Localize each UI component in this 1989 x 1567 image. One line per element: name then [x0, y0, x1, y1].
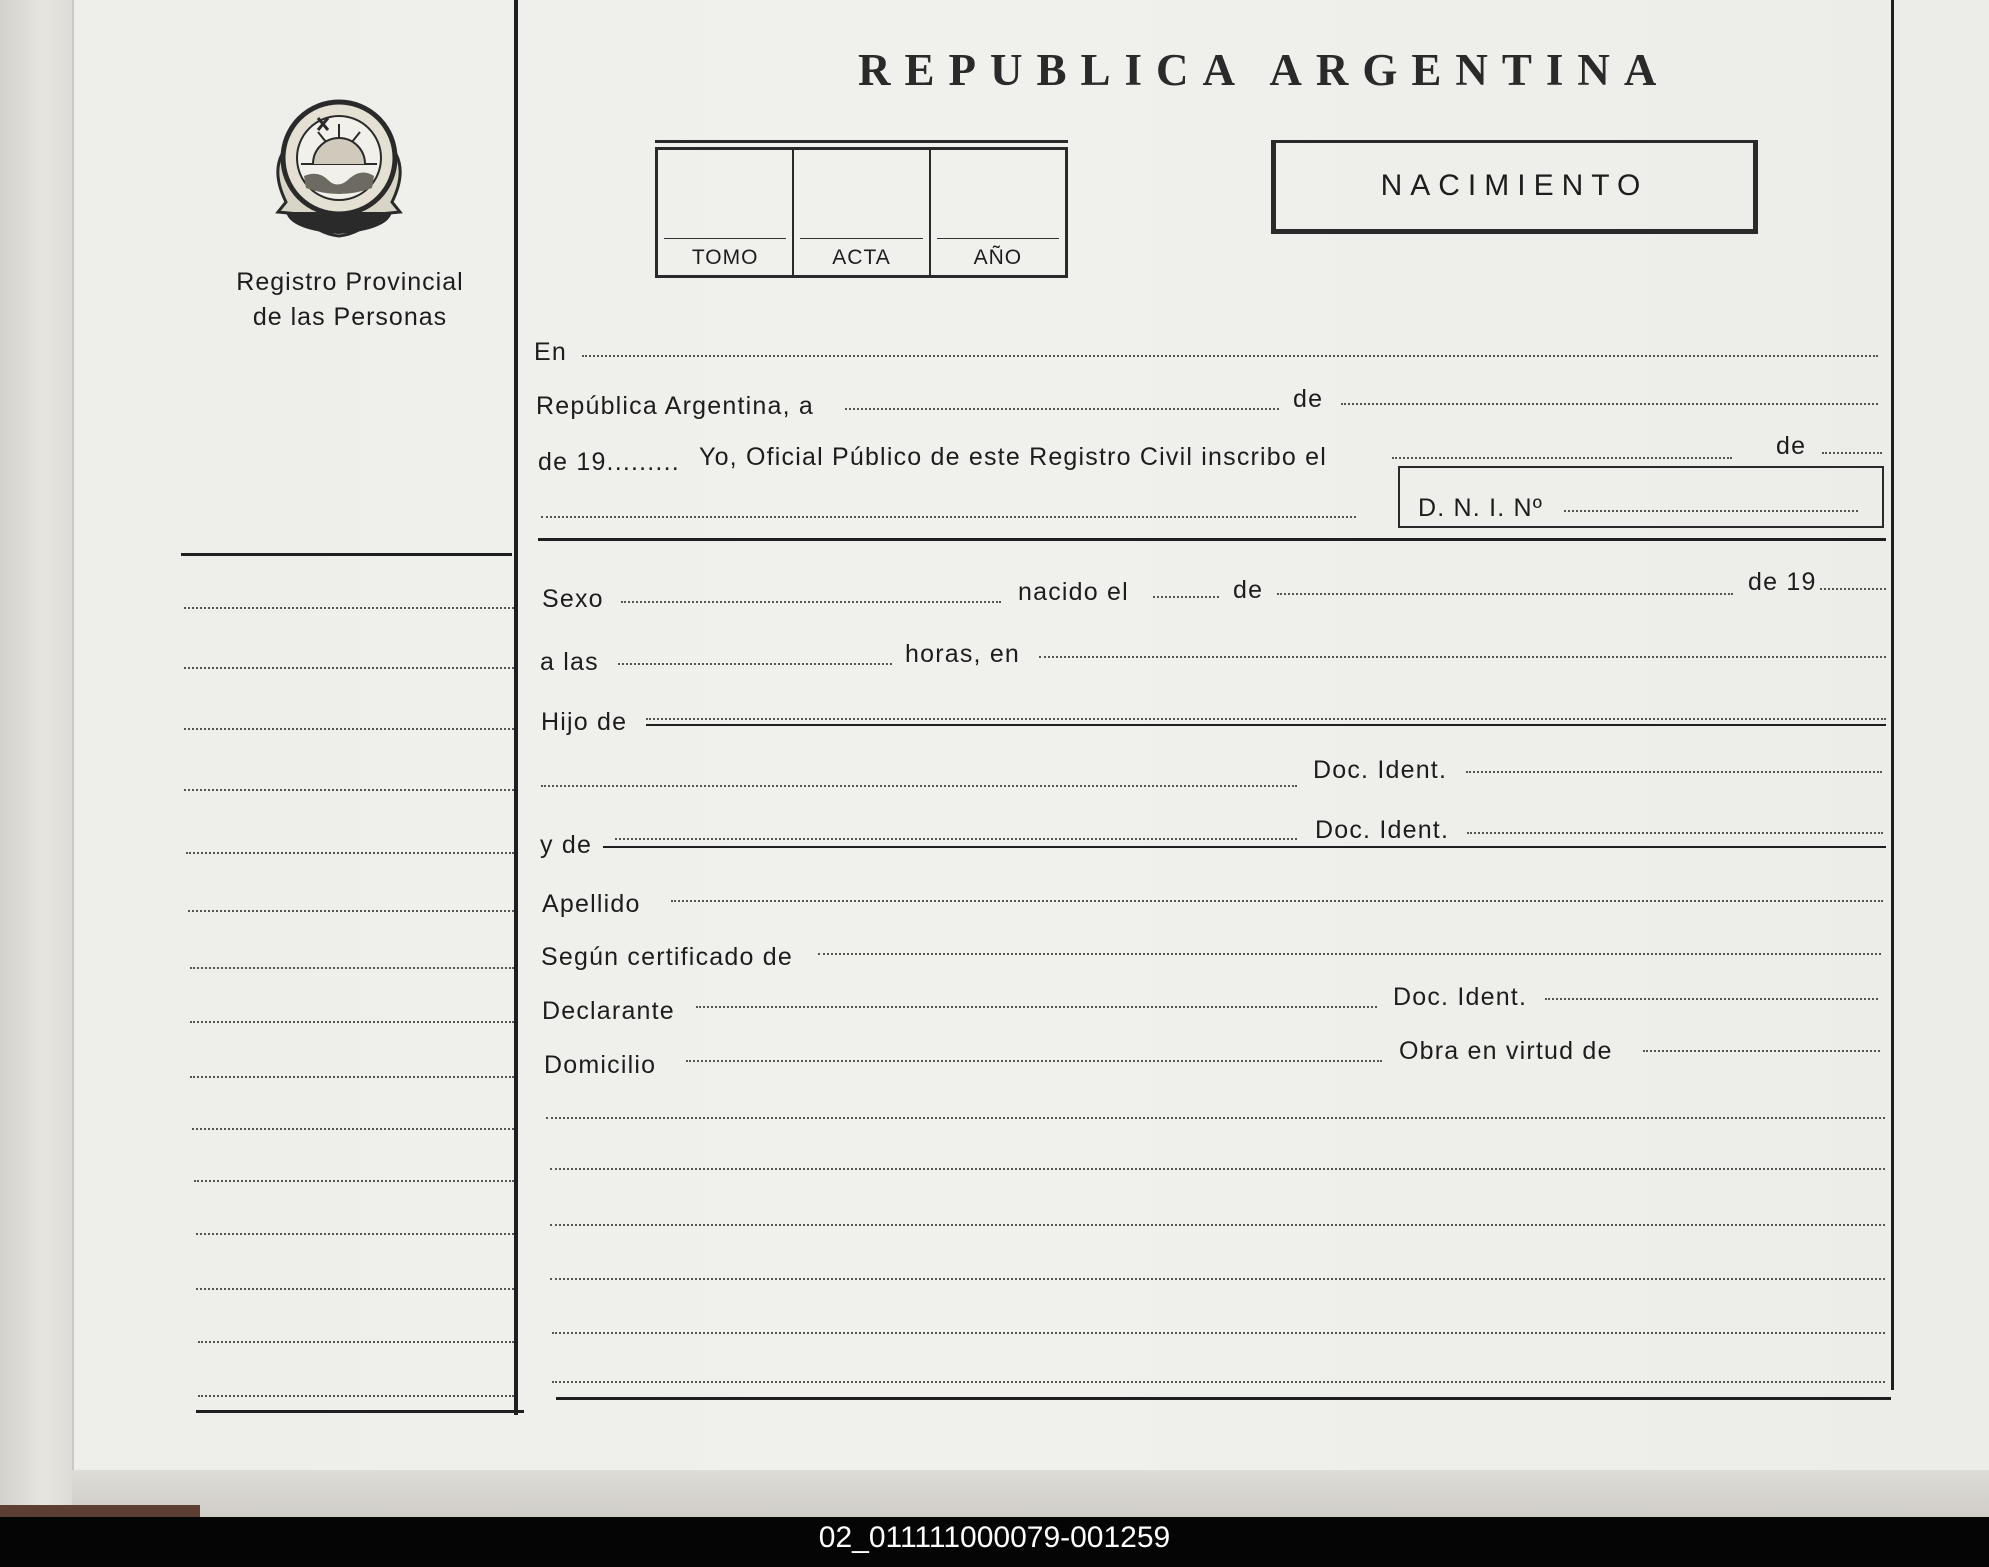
- notes-line-5[interactable]: [552, 1332, 1885, 1334]
- registry-table-top-rule: [655, 140, 1068, 143]
- inscription-text: Yo, Oficial Público de este Registro Civil inscribo el: [699, 443, 1328, 471]
- domicilio-field[interactable]: [686, 1060, 1382, 1062]
- notes-line-6[interactable]: [552, 1381, 1885, 1383]
- inscription-continuation-field[interactable]: [541, 516, 1356, 518]
- acta-label: ACTA: [832, 246, 891, 269]
- office-line-1: Registro Provincial: [236, 268, 464, 296]
- apellido-label: Apellido: [542, 890, 641, 918]
- margin-line-14[interactable]: [198, 1341, 514, 1343]
- ano-label: AÑO: [973, 246, 1023, 269]
- father-doc-field[interactable]: [1466, 771, 1882, 773]
- nacido-label: nacido el: [1018, 578, 1129, 606]
- doc-ident-label-3: Doc. Ident.: [1393, 983, 1528, 1011]
- dni-field[interactable]: [1564, 510, 1858, 512]
- mother-underline: [603, 846, 1886, 848]
- office-line-2: de las Personas: [252, 303, 448, 331]
- y-de-label: y de: [540, 831, 593, 859]
- mother-field[interactable]: [615, 838, 1297, 840]
- father-field[interactable]: [646, 718, 1886, 720]
- sexo-label: Sexo: [542, 585, 604, 613]
- obra-field[interactable]: [1643, 1050, 1880, 1052]
- sexo-field[interactable]: [621, 601, 1001, 603]
- segun-label: Según certificado de: [541, 943, 793, 971]
- month-field[interactable]: [1341, 403, 1878, 405]
- page-bottom-edge: [72, 1470, 1989, 1517]
- republica-label: República Argentina, a: [536, 392, 814, 420]
- notes-line-1[interactable]: [546, 1117, 1885, 1119]
- page-title: REPUBLICA ARGENTINA: [858, 45, 1671, 95]
- registry-office-name: [220, 265, 480, 335]
- declarante-label: Declarante: [542, 997, 675, 1025]
- document-type-box: NACIMIENTO: [1271, 140, 1758, 234]
- birthplace-field[interactable]: [1039, 656, 1886, 658]
- birth-day-field[interactable]: [1153, 596, 1219, 598]
- en-label: En: [534, 338, 567, 366]
- year-label: de 19.........: [538, 448, 680, 476]
- notes-line-4[interactable]: [550, 1278, 1885, 1280]
- margin-line-13[interactable]: [196, 1288, 514, 1290]
- birth-year-field[interactable]: [1820, 588, 1886, 590]
- left-column-top-rule: [181, 553, 512, 556]
- margin-line-15[interactable]: [198, 1395, 514, 1397]
- tomo-label: TOMO: [691, 246, 759, 269]
- notes-line-2[interactable]: [550, 1168, 1885, 1170]
- image-code-footer: 02_011111000079-001259: [0, 1517, 1989, 1567]
- registry-number-table: [655, 147, 1068, 278]
- left-column-bottom-rule: [196, 1410, 524, 1413]
- margin-line-7[interactable]: [190, 967, 514, 969]
- book-cover-edge: [0, 1505, 200, 1517]
- declarante-field[interactable]: [696, 1006, 1377, 1008]
- apellido-field[interactable]: [671, 900, 1883, 902]
- section-divider-1: [538, 538, 1886, 541]
- misiones-seal-icon: [268, 84, 410, 244]
- ano-cell[interactable]: [931, 150, 1065, 275]
- margin-line-12[interactable]: [196, 1233, 514, 1235]
- margin-line-5[interactable]: [186, 852, 514, 854]
- birth-month-field[interactable]: [1277, 593, 1733, 595]
- inscription-field[interactable]: [1392, 457, 1732, 459]
- declarante-doc-field[interactable]: [1545, 998, 1878, 1000]
- margin-line-10[interactable]: [192, 1128, 514, 1130]
- de-label-3: de: [1233, 576, 1264, 604]
- margin-line-3[interactable]: [184, 728, 514, 730]
- de-label-1: de: [1293, 385, 1324, 413]
- right-frame-border: [1891, 0, 1894, 1390]
- notes-line-3[interactable]: [550, 1224, 1885, 1226]
- dni-label: D. N. I. Nº: [1418, 494, 1544, 522]
- father-continuation-field[interactable]: [541, 785, 1297, 787]
- doc-ident-label-2: Doc. Ident.: [1315, 816, 1450, 844]
- en-field[interactable]: [582, 355, 1878, 357]
- day-field[interactable]: [845, 408, 1279, 410]
- hour-field[interactable]: [618, 663, 892, 665]
- acta-cell[interactable]: [794, 150, 930, 275]
- margin-line-6[interactable]: [188, 910, 514, 912]
- mother-doc-field[interactable]: [1467, 832, 1883, 834]
- book-spine: [0, 0, 74, 1517]
- certificate-field[interactable]: [818, 953, 1881, 955]
- hijo-label: Hijo de: [541, 708, 628, 736]
- margin-line-8[interactable]: [190, 1021, 514, 1023]
- margin-line-9[interactable]: [190, 1076, 514, 1078]
- left-column-divider: [514, 0, 518, 1415]
- margin-line-2[interactable]: [184, 667, 514, 669]
- birth-year-label: de 19: [1748, 568, 1817, 596]
- a-las-label: a las: [540, 648, 599, 676]
- margin-line-4[interactable]: [184, 789, 514, 791]
- father-underline: [646, 724, 1886, 726]
- inscription-month-field[interactable]: [1822, 452, 1882, 454]
- margin-line-1[interactable]: [184, 607, 514, 609]
- margin-line-11[interactable]: [194, 1180, 514, 1182]
- main-bottom-rule: [556, 1397, 1891, 1400]
- domicilio-label: Domicilio: [544, 1051, 657, 1079]
- tomo-cell[interactable]: [658, 150, 794, 275]
- doc-ident-label-1: Doc. Ident.: [1313, 756, 1448, 784]
- de-label-2: de: [1776, 432, 1807, 460]
- obra-label: Obra en virtud de: [1399, 1037, 1613, 1065]
- horas-label: horas, en: [905, 640, 1021, 668]
